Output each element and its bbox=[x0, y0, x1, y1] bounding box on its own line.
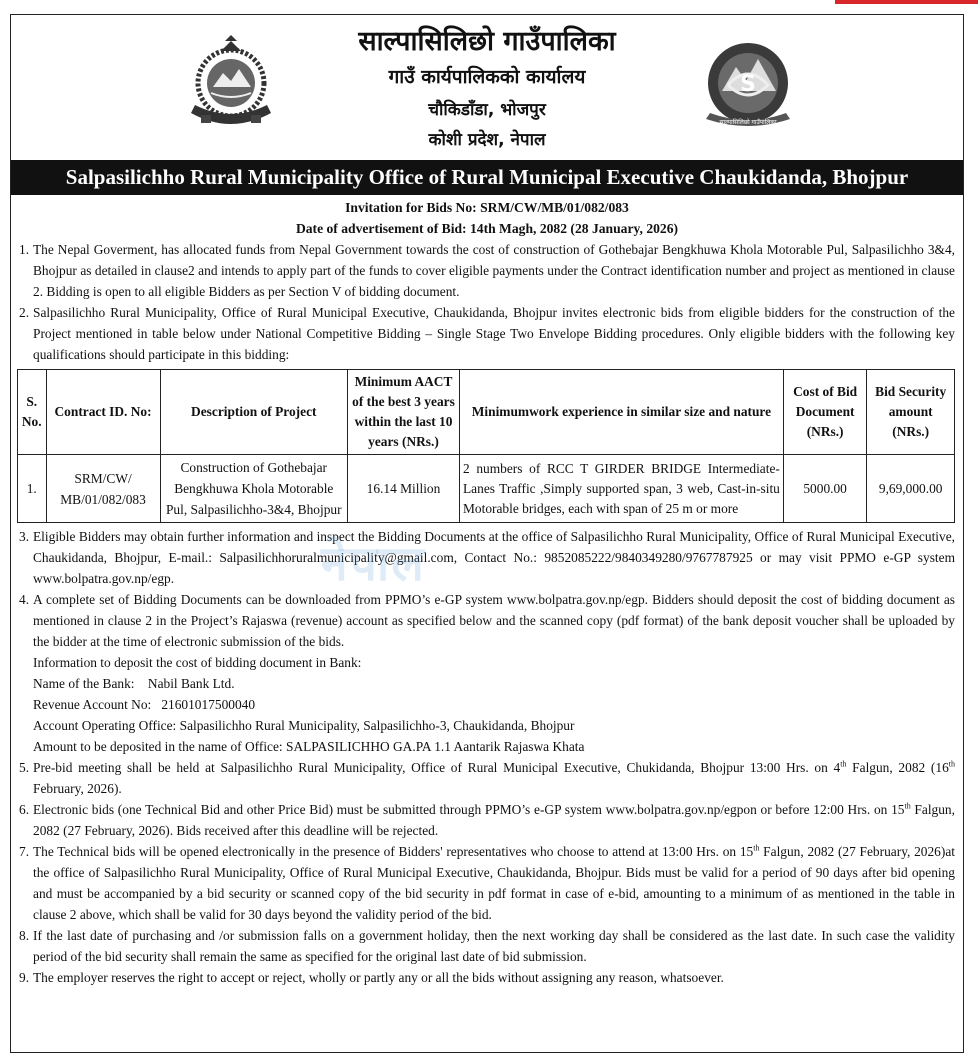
point-8 bbox=[19, 925, 955, 967]
point-number: 5. bbox=[19, 760, 30, 775]
office-name-nepali: गाउँ कार्यपालिकको कार्यालय bbox=[388, 66, 586, 88]
english-title-banner: Salpasilichho Rural Municipality Office of Rural Municipal Executive Chaukidanda, Bhojpur bbox=[11, 160, 963, 195]
seal-text: साल्पासिलिछो गाउँपालिका bbox=[719, 119, 777, 126]
header-bid-security: Bid Security amount (NRs.) bbox=[867, 370, 955, 455]
point-number: 8. bbox=[19, 928, 30, 943]
bank-info bbox=[19, 652, 955, 757]
point-5 bbox=[19, 757, 955, 799]
point-number: 1. bbox=[19, 242, 30, 257]
header-description: Description of Project bbox=[160, 370, 347, 455]
point-number: 6. bbox=[19, 802, 30, 817]
point-text: If the last date of purchasing and /or submission falls on a government holiday, then the next working day shall be considered as the last date. In such case the validity period of the bid security shall remain the same as specified for the original last date of bid submission. bbox=[33, 928, 955, 964]
point-text: A complete set of Bidding Documents can be downloaded from PPMO’s e-GP system www.bolpatra.gov.np/egp. Bidders should deposit the cost of bidding document as mentioned in clause 2 in the Project’s Rajaswa (revenue) account as specified below and the scanned copy (pdf format) of the bank deposit voucher shall be uploaded by the bidder at the time of electronic submission of the bids. bbox=[33, 592, 955, 649]
point-number: 9. bbox=[19, 970, 30, 985]
table-header-row bbox=[18, 370, 955, 455]
point-text: The Nepal Goverment, has allocated funds from Nepal Government towards the cost of construction of Gothebajar Bengkhuwa Khola Motorable Pul, Salpasilichho 3&4, Bhojpur as detailed in clause2 and intends to apply part of the funds to cover eligible payments under the Contract identification number and project as mentioned in clause 2. Bidding is open to all eligible Bidders as per Section V of bidding document. bbox=[33, 242, 955, 299]
point-9 bbox=[19, 967, 955, 988]
cell-bid-security: 9,69,000.00 bbox=[867, 455, 955, 523]
header-sno: S. No. bbox=[18, 370, 47, 455]
operating-office-line: Account Operating Office: Salpasilichho Rural Municipality, Salpasilichho-3, Chaukidanda, Bhojpur bbox=[33, 718, 575, 733]
watermark: नेपाल bbox=[321, 536, 426, 592]
cell-cost: 5000.00 bbox=[783, 455, 867, 523]
header-cost: Cost of Bid Document (NRs.) bbox=[783, 370, 867, 455]
point-text: Salpasilichho Rural Municipality, Office of Rural Municipal Executive, Chaukidanda, Bhojpur invites electronic bids from eligible bidders for the construction of the Project mentioned in table below under National Competitive Bidding – Single Stage Two Envelope Bidding procedures. Only eligible bidders with the following key qualifications should participate in this bidding: bbox=[33, 305, 955, 362]
cell-experience: 2 numbers of RCC T GIRDER BRIDGE Intermediate- Lanes Traffic ,Simply supported span, 3 web, Cast-in-situ Motorable bridges, each with span of 25 m or more bbox=[460, 455, 784, 523]
notice-header bbox=[11, 15, 963, 160]
table-row bbox=[18, 455, 955, 523]
top-accent-bar bbox=[835, 0, 978, 4]
point-number: 3. bbox=[19, 529, 30, 544]
location-nepali: चौकिडाँडा, भोजपुर bbox=[428, 100, 546, 120]
account-label: Revenue Account No: bbox=[33, 697, 152, 712]
cell-description: Construction of Gothebajar Bengkhuwa Khola Motorable Pul, Salpasilichho-3&4, Bhojpur bbox=[160, 455, 347, 523]
point-2 bbox=[19, 302, 955, 365]
province-nepali: कोशी प्रदेश, नेपाल bbox=[428, 130, 546, 150]
cell-contract-id: SRM/CW/ MB/01/082/083 bbox=[46, 455, 160, 523]
point-text: Eligible Bidders may obtain further information and inspect the Bidding Documents at the office of Salpasilichho Rural Municipality, Office of Rural Municipal Executive, Chaukidanda, Bhojpur, E-mail.: Salpasilichhoruralmunicipality@gmail.com, Contact No.: 9852085222/9840349280/9767787925 or may visit PPMO e-GP system www.bolpatra.gov.np/egp. bbox=[33, 529, 955, 586]
point-number: 4. bbox=[19, 592, 30, 607]
bank-name-value: Nabil Bank Ltd. bbox=[147, 676, 235, 691]
svg-text:S: S bbox=[740, 72, 756, 97]
advertisement-date: Date of advertisement of Bid: 14th Magh, 2082 (28 January, 2026) bbox=[295, 221, 679, 236]
invitation-number: Invitation for Bids No: SRM/CW/MB/01/082/083 bbox=[345, 200, 629, 215]
point-4 bbox=[19, 589, 955, 652]
qualification-table bbox=[17, 369, 955, 523]
header-experience: Minimumwork experience in similar size and nature bbox=[460, 370, 784, 455]
point-text: Pre-bid meeting shall be held at Salpasilichho Rural Municipality, Office of Rural Municipal Executive, Chukidanda, Bhojpur 13:00 Hrs. on 4th Falgun, 2082 (16th February, 2026). bbox=[33, 759, 956, 796]
point-1 bbox=[19, 239, 955, 302]
header-contract-id: Contract ID. No: bbox=[46, 370, 160, 455]
point-6 bbox=[19, 799, 955, 841]
point-text: The Technical bids will be opened electronically in the presence of Bidders' representatives who choose to attend at 13:00 Hrs. on 15th Falgun, 2082 (27 February, 2026)at the office of Salpasilichho Rural Municipality, Office of Rural Municipal Executive, Chaukidanda, Bhojpur. Bids must be valid for a period of 90 days after bid opening and must be accompanied by a bid security or scanned copy of the bid security in pdf format in case of e-bid, amounting to a minimum of as mentioned in the table in clause 2 above, which shall be valid for 30 days beyond the validity period of the bid. bbox=[33, 843, 955, 922]
bank-name-label: Name of the Bank: bbox=[33, 676, 135, 691]
notice-body bbox=[19, 197, 955, 988]
point-text: Electronic bids (one Technical Bid and other Price Bid) must be submitted through PPMO’s e-GP system www.bolpatra.gov.np/egpon or before 12:00 Hrs. on 15th Falgun, 2082 (27 February, 2026). Bids received after this deadline will be rejected. bbox=[33, 801, 955, 838]
bank-name-line bbox=[33, 673, 955, 694]
deposit-amount-line: Amount to be deposited in the name of Office: SALPASILICHHO GA.PA 1.1 Aantarik Rajaswa Khata bbox=[33, 739, 585, 754]
header-aact: Minimum AACT of the best 3 years within the last 10 years (NRs.) bbox=[347, 370, 459, 455]
point-3 bbox=[19, 526, 955, 589]
bank-intro: Information to deposit the cost of bidding document in Bank: bbox=[33, 655, 362, 670]
point-7 bbox=[19, 841, 955, 925]
account-value: 21601017500040 bbox=[161, 697, 256, 712]
municipality-name-nepali: साल्पासिलिछो गाउँपालिका bbox=[358, 26, 616, 57]
cell-sno: 1. bbox=[18, 455, 47, 523]
account-line bbox=[33, 694, 955, 715]
point-number: 7. bbox=[19, 844, 30, 859]
point-number: 2. bbox=[19, 305, 30, 320]
notice-sheet bbox=[10, 14, 964, 1053]
cell-aact: 16.14 Million bbox=[347, 455, 459, 523]
point-text: The employer reserves the right to accept or reject, wholly or partly any or all the bids without assigning any reason, whatsoever. bbox=[33, 970, 724, 985]
